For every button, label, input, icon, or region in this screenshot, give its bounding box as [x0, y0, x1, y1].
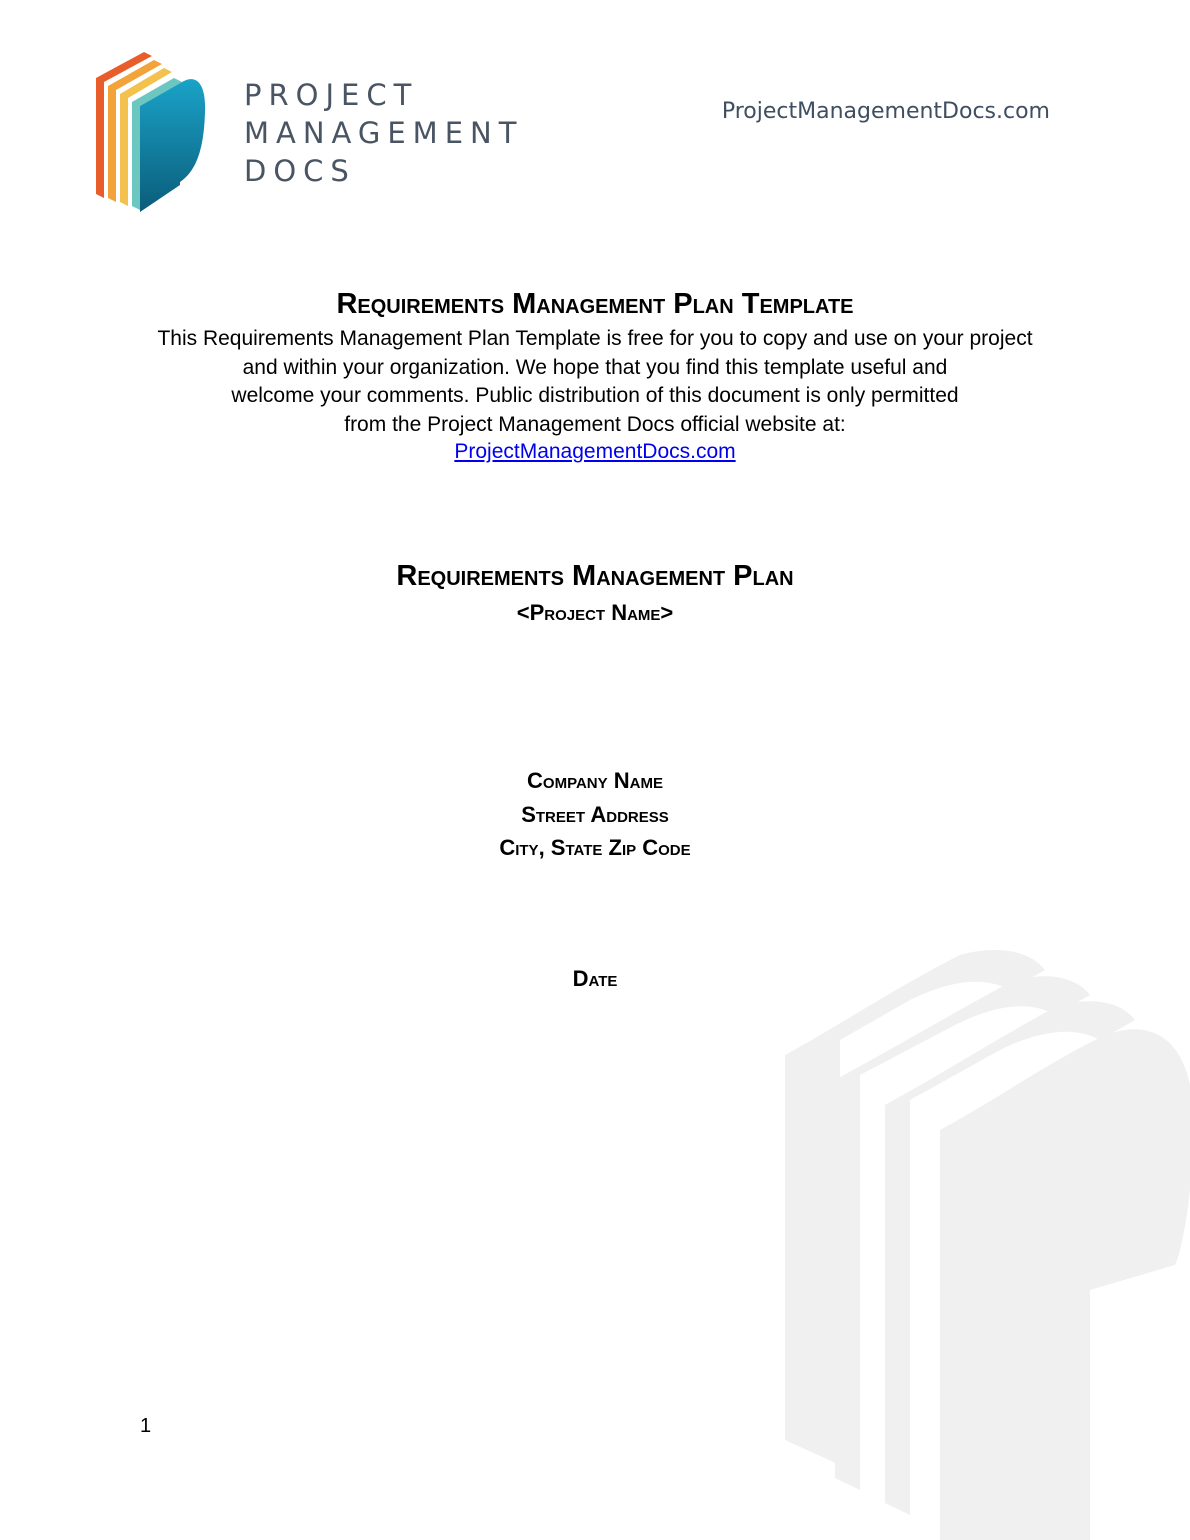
street-address: Street Address: [521, 801, 669, 827]
city-state-zip: City, State Zip Code: [499, 835, 691, 860]
project-name: <Project Name>: [516, 600, 674, 625]
website-link[interactable]: ProjectManagementDocs.com: [454, 440, 736, 463]
pmd-logo-icon: [92, 50, 212, 215]
intro-line: welcome your comments. Public distribution of this document is only permitted: [231, 384, 959, 407]
pmd-watermark-icon: [780, 945, 1190, 1540]
plan-title: Requirements Management Plan: [396, 560, 794, 592]
header-site-link[interactable]: ProjectManagementDocs.com: [721, 99, 1050, 124]
logo-line-docs: DOCS: [244, 154, 356, 188]
company-block: [0, 764, 1190, 865]
logo-wordmark: [244, 76, 523, 190]
page-number: 1: [140, 1415, 152, 1437]
company-name: Company Name: [527, 768, 663, 793]
template-title: Requirements Management Plan Template: [336, 288, 854, 320]
template-intro: [0, 325, 1190, 439]
logo-line-project: PROJECT: [244, 78, 419, 112]
date-field: Date: [572, 966, 618, 991]
intro-line: from the Project Management Docs official website at:: [344, 412, 846, 436]
intro-link-row: [0, 438, 1190, 466]
intro-line: This Requirements Management Plan Template is free for you to copy and use on your project: [157, 327, 1033, 350]
logo-line-management: MANAGEMENT: [244, 116, 524, 150]
intro-line: and within your organization. We hope that you find this template useful and: [242, 355, 948, 379]
